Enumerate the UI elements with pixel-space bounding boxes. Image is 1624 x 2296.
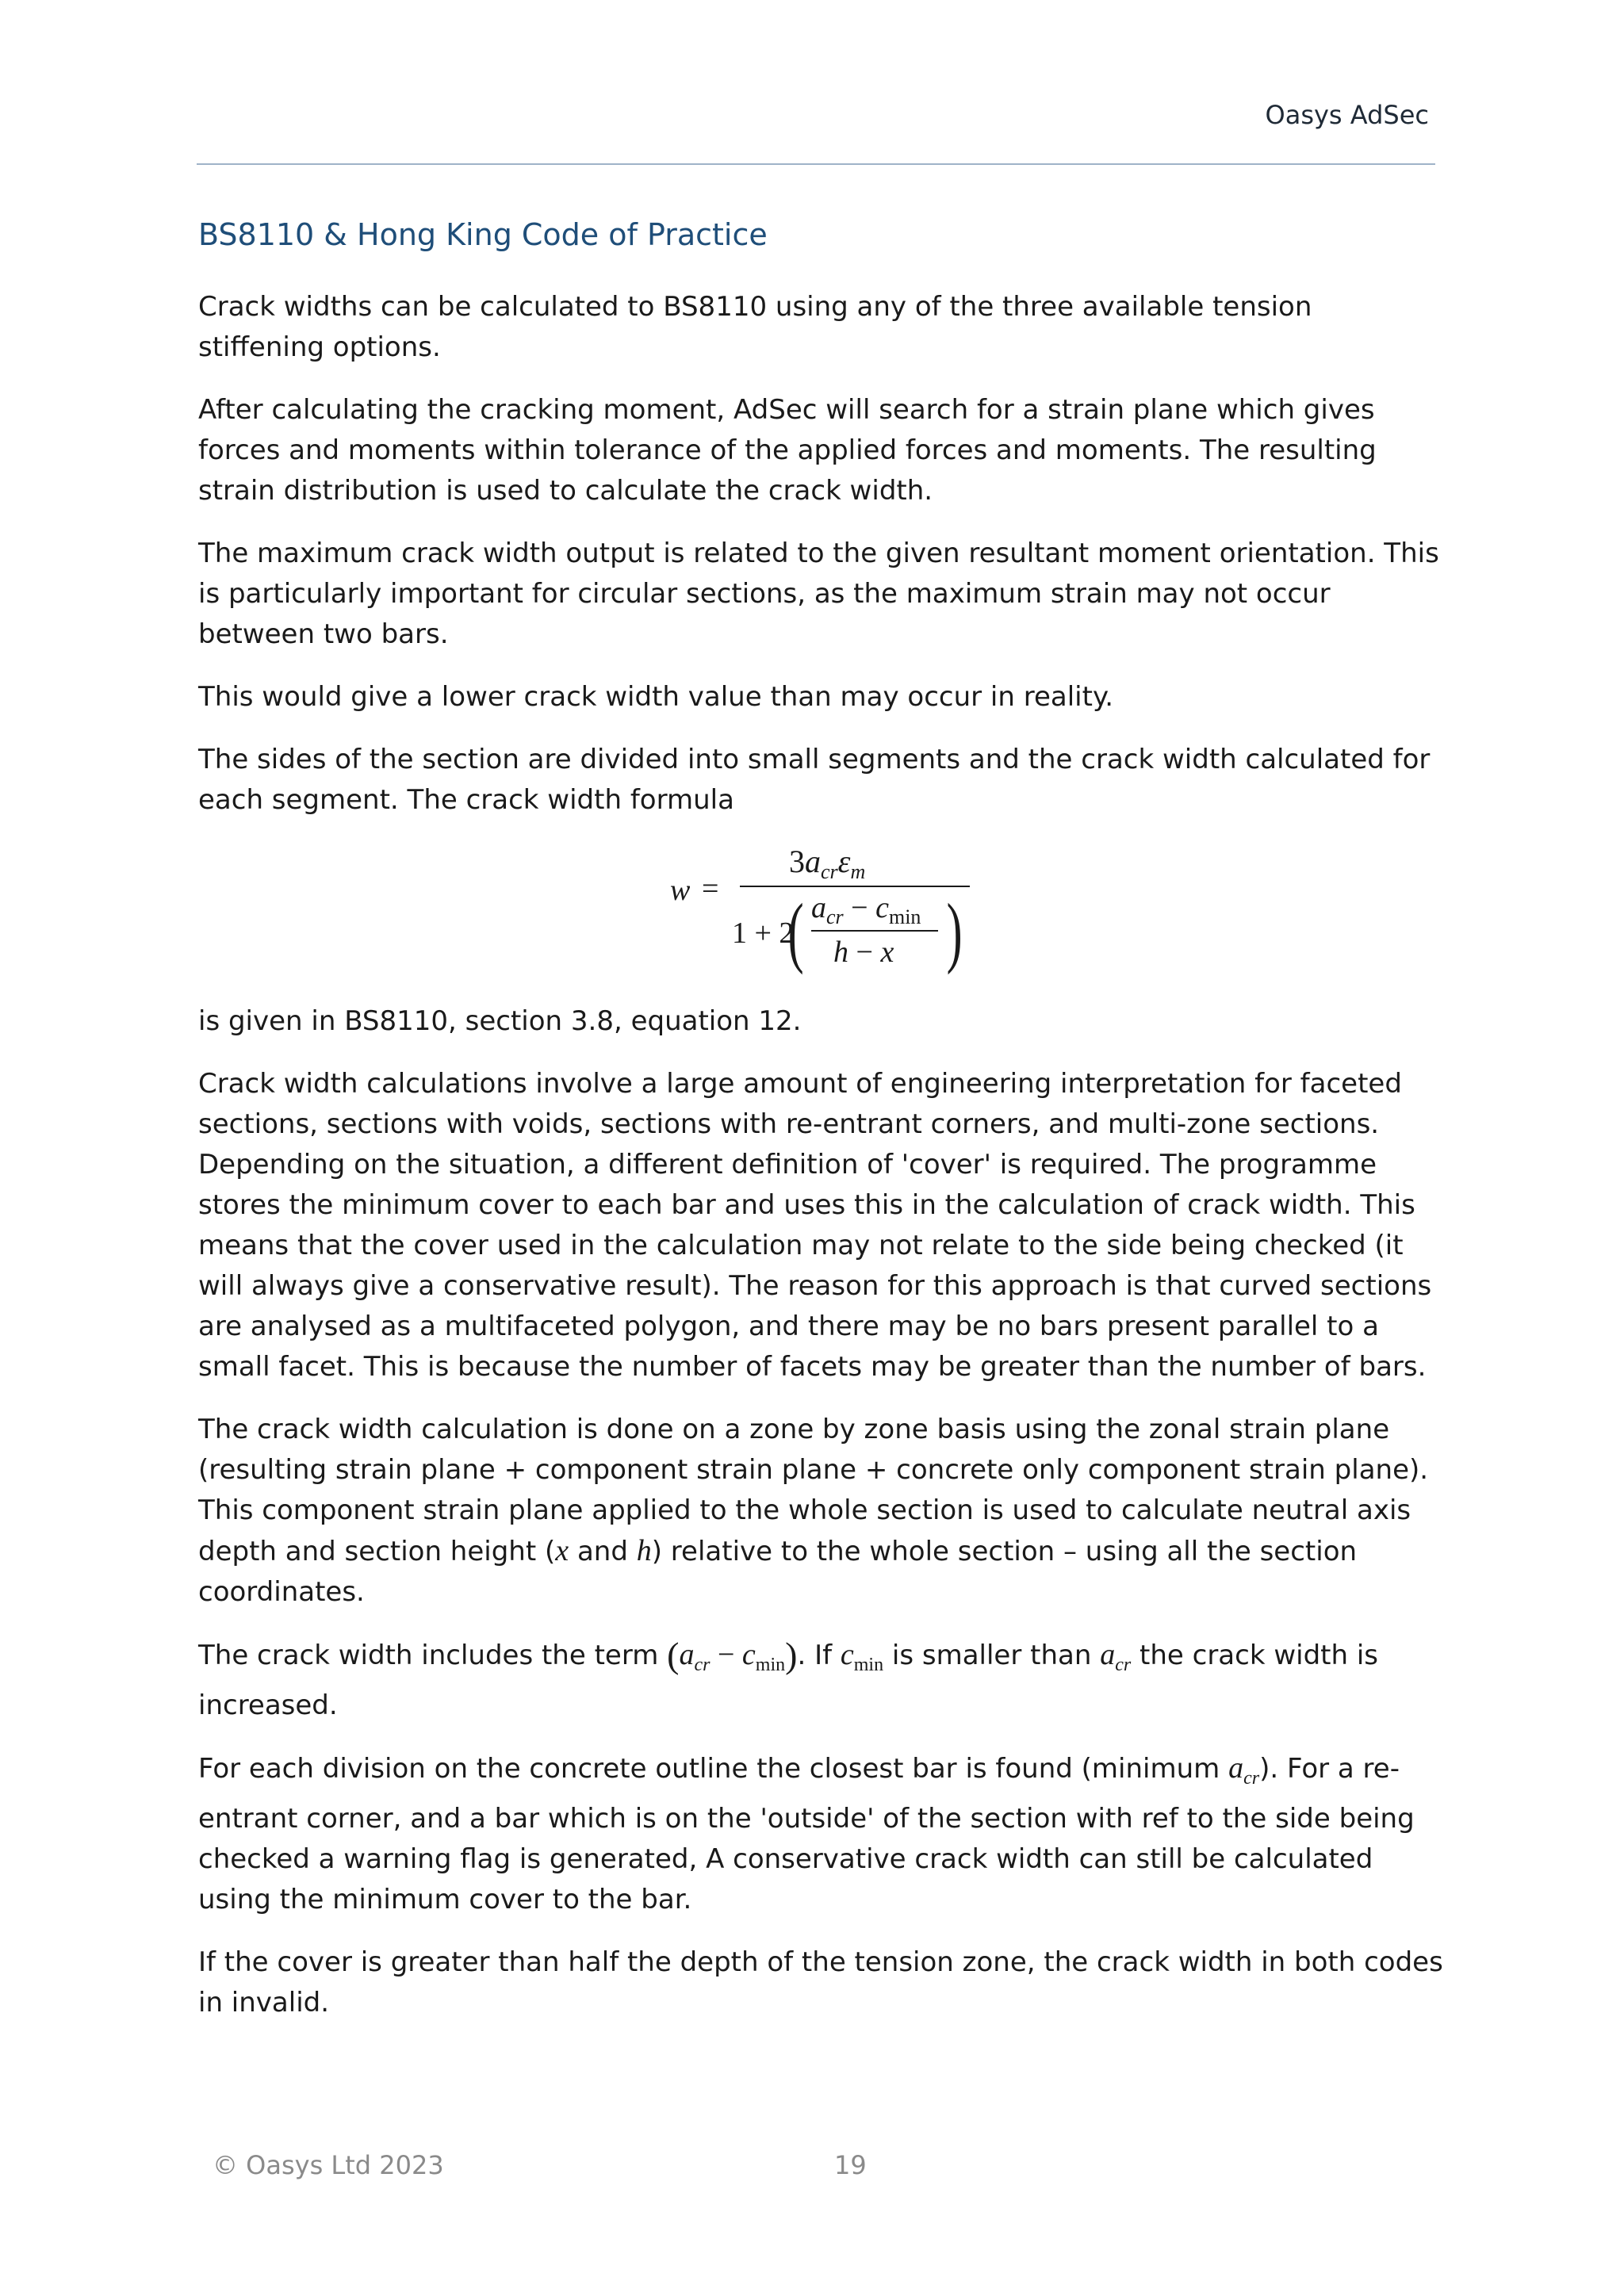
formula-denominator-constant: 1 + 2 [732,916,795,950]
paragraph-2: After calculating the cracking moment, AdSec will search for a strain plane which gives forces and moments within tolerance of the applied forces and moments. The resulting strain distribution is used to calculate the crack width. [198,394,1377,507]
page-number: 19 [834,2150,867,2180]
symbol-a-cr: $a_{cr}$ [1100,1638,1132,1675]
formula-w: w [670,874,691,907]
footer-copyright: © Oasys Ltd 2023 [213,2150,444,2180]
formula-fraction-bar [740,886,970,887]
term-a-cr: $a_{cr}$ [679,1638,710,1675]
formula-inner-numerator: $a_{cr} - c_{min}$ [811,891,921,928]
symbol-a-cr-min: $a_{cr}$ [1228,1751,1260,1789]
formula-left-paren: ( [787,887,804,975]
term-c-min: $c_{min}$ [741,1638,786,1675]
section-title: BS8110 & Hong King Code of Practice [198,217,768,252]
formula-inner-fraction-bar [811,930,938,932]
symbol-c-min: $c_{min}$ [840,1638,884,1675]
crack-width-formula [198,843,1443,978]
paragraph-8: The crack width calculation is done on a zone by zone basis using the zonal strain plane (resulting strain plane + component strain plane + concrete only component strain plane). This component strain plane applied to the whole section is used to calculate neutral axis depth and section height (x and h) relative to the whole section – using all the section coordinates. [198,1414,1429,1608]
formula-numerator: $3a_{cr}\varepsilon_m$ [789,844,866,883]
header-divider [197,163,1435,165]
paragraph-10: For each division on the concrete outline the closest bar is found (minimum $a_{cr}$). For a re-entrant corner, and a bar which is on the 'outside' of the section with ref to the side being checked a warning flag is generated, A conservative crack width can still be calculated using the minimum cover to the bar. [198,1751,1415,1915]
paragraph-5: The sides of the section are divided into small segments and the crack width calculated for each segment. The crack width formula [198,744,1431,816]
paragraph-3: The maximum crack width output is related to the given resultant moment orientation. This is particularly important for circular sections, as the maximum strain may not occur between two bars. [198,538,1439,650]
formula-inner-denominator: h − x [833,936,894,969]
symbol-h: h [636,1534,652,1567]
paragraph-11: If the cover is greater than half the depth of the tension zone, the crack width in both codes in invalid. [198,1946,1443,2019]
paragraph-1: Crack widths can be calculated to BS8110 using any of the three available tension stiffening options. [198,291,1312,363]
paragraph-9: The crack width includes the term $(a_{cr} - c_{min})$. If $c_{min}$ is smaller than $a_{cr}$ the crack width is increased. [198,1635,1379,1721]
paragraph-4: This would give a lower crack width value than may occur in reality. [198,681,1114,713]
symbol-x: x [555,1534,569,1567]
paragraph-6: is given in BS8110, section 3.8, equation 12. [198,1005,802,1037]
paragraph-7: Crack width calculations involve a large amount of engineering interpretation for faceted sections, sections with voids, sections with re-entrant corners, and multi-zone sections. Depending on the situation, a different definition of 'cover' is required. The programme stores the minimum cover to each bar and uses this in the calculation of crack width. This means that the cover used in the calculation may not relate to the side being checked (it will always give a conservative result). The reason for this approach is that curved sections are analysed as a multifaceted polygon, and there may be no bars present parallel to a small facet. This is because the number of facets may be greater than the number of bars. [198,1068,1432,1383]
header-brand: Oasys AdSec [1265,100,1429,130]
formula-right-paren: ) [946,887,963,975]
page-content [198,217,1443,2045]
formula-equals: = [702,872,719,905]
